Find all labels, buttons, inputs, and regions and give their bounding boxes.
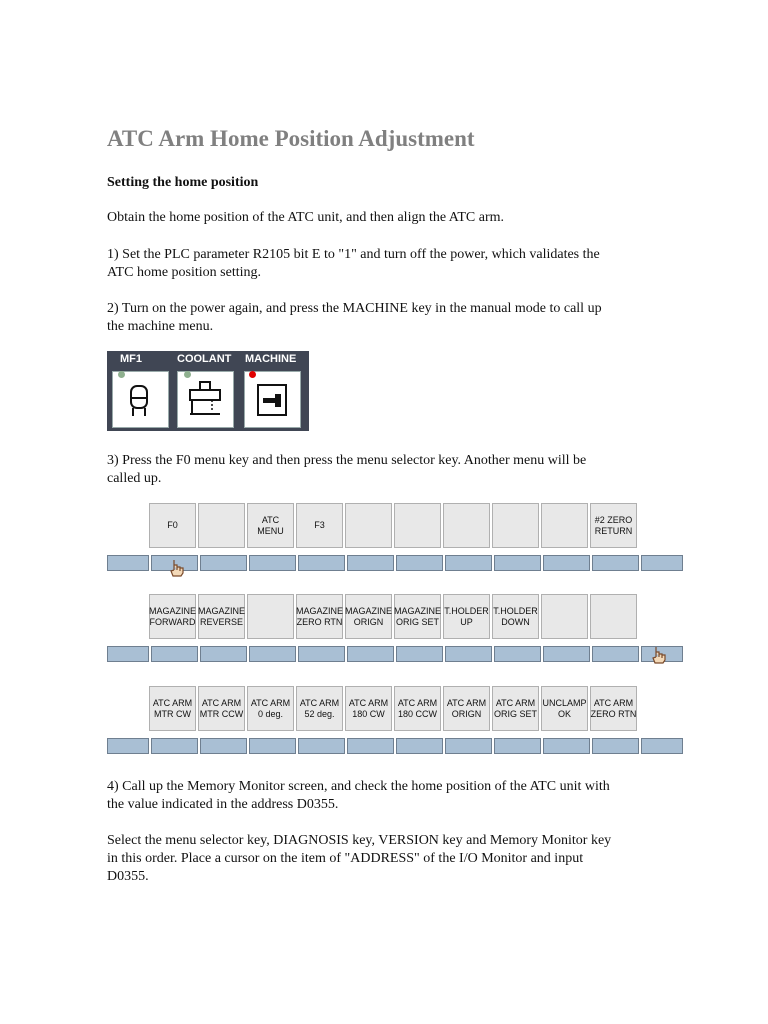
- soft-key-button: [249, 738, 296, 754]
- soft-key: MAGAZINE FORWARD: [149, 594, 196, 639]
- soft-key: [345, 503, 392, 548]
- soft-key: ATC ARM MTR CCW: [198, 686, 245, 731]
- soft-key-button: [396, 738, 443, 754]
- coolant-label: COOLANT: [177, 353, 232, 365]
- soft-key-button-row-2: [107, 646, 685, 662]
- soft-key-row-1: [149, 503, 639, 548]
- soft-key: T.HOLDER UP: [443, 594, 490, 639]
- machine-label: MACHINE: [245, 353, 297, 365]
- mf1-key: [112, 371, 169, 428]
- soft-key: MAGAZINE ORIG SET: [394, 594, 441, 639]
- soft-key: [443, 503, 490, 548]
- soft-key-button: [107, 738, 149, 754]
- soft-key-button: [396, 555, 443, 571]
- soft-key-button-row-3: [107, 738, 685, 754]
- soft-key: F3: [296, 503, 343, 548]
- hand-pointer-icon: [651, 646, 669, 664]
- soft-key-button: [347, 555, 394, 571]
- soft-key-button: [592, 738, 639, 754]
- soft-key: ATC ARM 52 deg.: [296, 686, 343, 731]
- soft-key-button: [347, 646, 394, 662]
- soft-key: ATC ARM 180 CCW: [394, 686, 441, 731]
- soft-key-button: [494, 738, 541, 754]
- soft-key-row-3: [149, 686, 639, 731]
- hand-pointer-icon: [169, 559, 187, 577]
- soft-key: UNCLAMP OK: [541, 686, 588, 731]
- soft-key: [492, 503, 539, 548]
- step-1-line-2: ATC home position setting.: [107, 265, 261, 280]
- select-line-3: D0355.: [107, 869, 149, 884]
- soft-key-button: [494, 646, 541, 662]
- soft-key-button: [107, 555, 149, 571]
- soft-key-button: [592, 555, 639, 571]
- soft-key-button: [249, 555, 296, 571]
- menu-strip-2: [107, 594, 671, 666]
- soft-key-button: [151, 738, 198, 754]
- soft-key-row-2: [149, 594, 639, 639]
- soft-key: ATC ARM 0 deg.: [247, 686, 294, 731]
- soft-key-button: [298, 646, 345, 662]
- soft-key-button: [298, 555, 345, 571]
- soft-key-button: [107, 646, 149, 662]
- soft-key-button: [249, 646, 296, 662]
- machine-panel-image: [107, 351, 309, 431]
- soft-key-button: [347, 738, 394, 754]
- mf1-icon: [113, 372, 168, 427]
- step-4-line-2: the value indicated in the address D0355.: [107, 797, 339, 812]
- soft-key-button: [200, 555, 247, 571]
- soft-key-button: [445, 738, 492, 754]
- soft-key-button: [543, 555, 590, 571]
- soft-key: ATC ARM 180 CW: [345, 686, 392, 731]
- soft-key: ATC MENU: [247, 503, 294, 548]
- soft-key: T.HOLDER DOWN: [492, 594, 539, 639]
- soft-key-button: [445, 555, 492, 571]
- soft-key-button: [298, 738, 345, 754]
- mf1-led: [118, 371, 125, 378]
- machine-key: [244, 371, 301, 428]
- soft-key: [394, 503, 441, 548]
- step-3-line-2: called up.: [107, 471, 162, 486]
- soft-key-button: [641, 555, 683, 571]
- soft-key-button: [641, 738, 683, 754]
- soft-key: [198, 503, 245, 548]
- soft-key-button: [151, 646, 198, 662]
- soft-key-button: [445, 646, 492, 662]
- soft-key: [541, 594, 588, 639]
- soft-key-button: [494, 555, 541, 571]
- page-title: ATC Arm Home Position Adjustment: [107, 126, 475, 151]
- soft-key: MAGAZINE ORIGN: [345, 594, 392, 639]
- soft-key: [247, 594, 294, 639]
- soft-key-button: [200, 646, 247, 662]
- menu-strip-1: [107, 503, 671, 575]
- step-3-line-1: 3) Press the F0 menu key and then press the menu selector key. Another menu will be: [107, 453, 587, 468]
- soft-key: ATC ARM MTR CW: [149, 686, 196, 731]
- select-line-2: in this order. Place a cursor on the item of "ADDRESS" of the I/O Monitor and input: [107, 851, 584, 866]
- menu-strip-3: [107, 686, 671, 758]
- step-4-line-1: 4) Call up the Memory Monitor screen, and check the home position of the ATC unit with: [107, 779, 610, 794]
- coolant-key: [177, 371, 234, 428]
- mf1-label: MF1: [120, 353, 142, 365]
- soft-key-button-row-1: [107, 555, 685, 571]
- soft-key: F0: [149, 503, 196, 548]
- soft-key-button: [396, 646, 443, 662]
- soft-key: [590, 594, 637, 639]
- step-2-line-1: 2) Turn on the power again, and press the MACHINE key in the manual mode to call up: [107, 301, 602, 316]
- soft-key-button: [592, 646, 639, 662]
- soft-key-button: [200, 738, 247, 754]
- machine-led: [249, 371, 256, 378]
- soft-key: ATC ARM ORIG SET: [492, 686, 539, 731]
- soft-key: ATC ARM ORIGN: [443, 686, 490, 731]
- soft-key-button: [543, 646, 590, 662]
- section-heading: Setting the home position: [107, 175, 259, 190]
- step-1-line-1: 1) Set the PLC parameter R2105 bit E to "1" and turn off the power, which validates the: [107, 247, 600, 262]
- soft-key: MAGAZINE REVERSE: [198, 594, 245, 639]
- intro-text: Obtain the home position of the ATC unit, and then align the ATC arm.: [107, 210, 505, 225]
- coolant-led: [184, 371, 191, 378]
- soft-key-button: [543, 738, 590, 754]
- soft-key: MAGAZINE ZERO RTN: [296, 594, 343, 639]
- coolant-icon: [178, 372, 233, 427]
- soft-key: #2 ZERO RETURN: [590, 503, 637, 548]
- soft-key: ATC ARM ZERO RTN: [590, 686, 637, 731]
- step-2-line-2: the machine menu.: [107, 319, 214, 334]
- select-line-1: Select the menu selector key, DIAGNOSIS key, VERSION key and Memory Monitor key: [107, 833, 612, 848]
- soft-key: [541, 503, 588, 548]
- wrench-icon: [245, 372, 300, 427]
